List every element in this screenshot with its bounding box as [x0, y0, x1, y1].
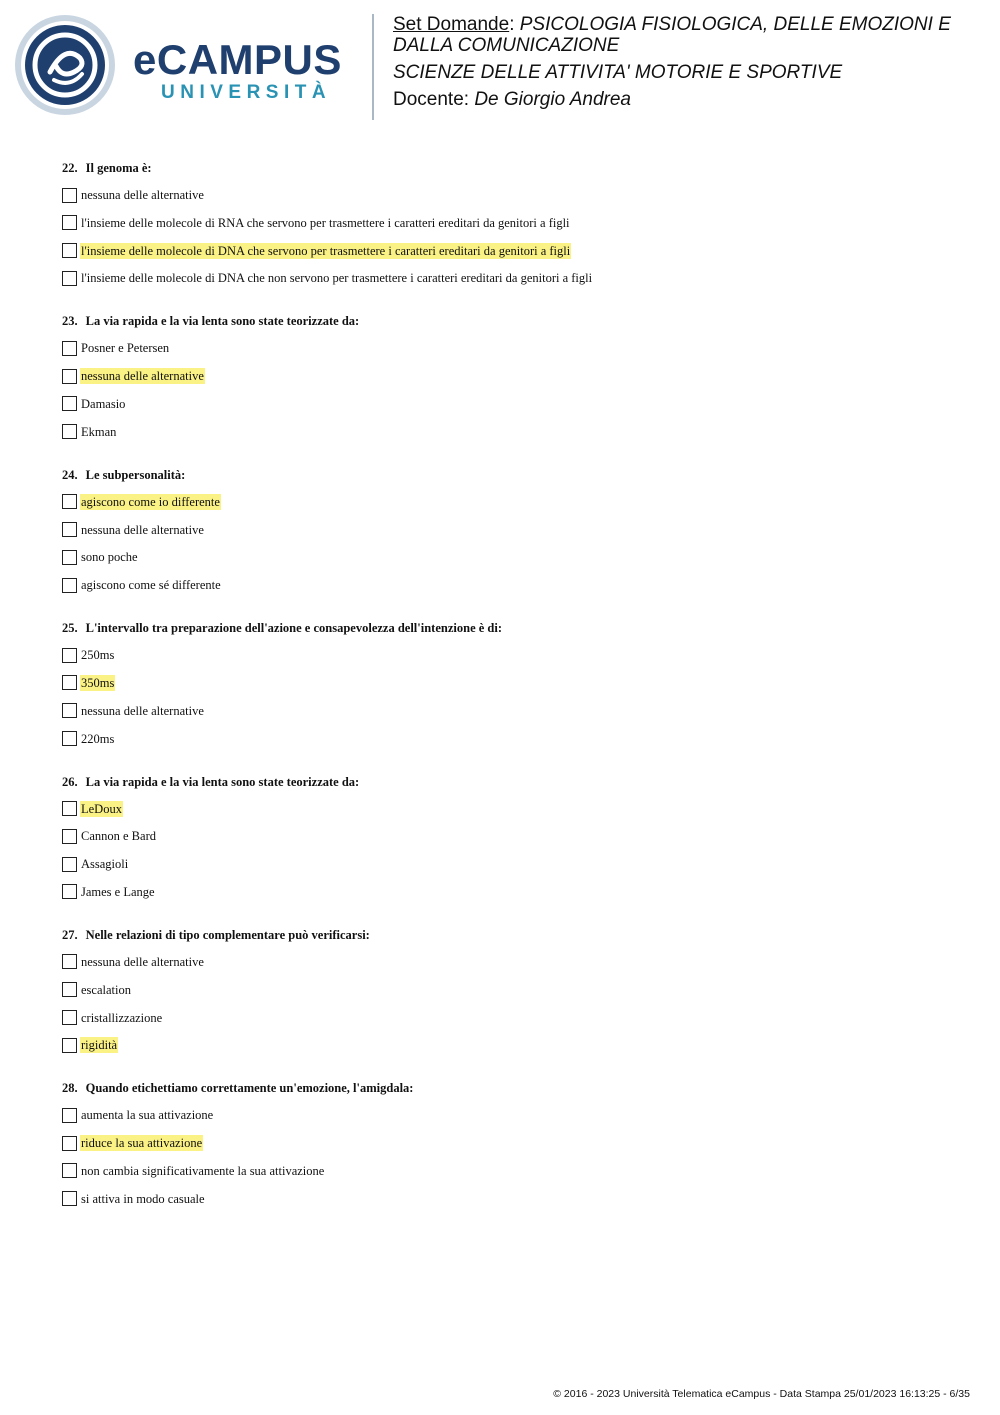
answer-text-highlighted: agiscono come io differente	[81, 494, 220, 509]
answer-option[interactable]	[62, 827, 962, 845]
checkbox[interactable]	[62, 675, 77, 690]
set-title-row	[393, 14, 983, 56]
answer-text: non cambia significativamente la sua attivazione	[81, 1163, 325, 1178]
question-block	[62, 1080, 962, 1207]
question-list	[62, 160, 962, 1234]
answer-text: l'insieme delle molecole di RNA che servono per trasmettere i caratteri ereditari da genitori a figli	[81, 215, 570, 230]
question-title	[62, 467, 962, 483]
checkbox[interactable]	[62, 1163, 77, 1178]
checkbox[interactable]	[62, 829, 77, 844]
answer-option[interactable]	[62, 186, 962, 204]
question-title	[62, 620, 962, 636]
answer-option[interactable]	[62, 1009, 962, 1027]
answer-text: nessuna delle alternative	[81, 522, 204, 537]
answer-text: nessuna delle alternative	[81, 703, 204, 718]
page-footer: © 2016 - 2023 Università Telematica eCampus - Data Stampa 25/01/2023 16:13:25 - 6/35	[553, 1388, 970, 1400]
answer-option[interactable]	[62, 800, 962, 818]
ecampus-logo-emblem-icon	[14, 14, 116, 116]
checkbox[interactable]	[62, 1191, 77, 1206]
question-text: La via rapida e la via lenta sono state teorizzate da:	[85, 314, 360, 329]
answer-text-highlighted: nessuna delle alternative	[81, 369, 204, 384]
checkbox[interactable]	[62, 396, 77, 411]
checkbox[interactable]	[62, 550, 77, 565]
answer-text-highlighted: l'insieme delle molecole di DNA che servono per trasmettere i caratteri ereditari da genitori a figli	[81, 243, 571, 258]
answer-text: cristallizzazione	[81, 1010, 163, 1025]
answer-text: aumenta la sua attivazione	[81, 1108, 214, 1123]
question-text: L'intervallo tra preparazione dell'azione e consapevolezza dell'intenzione è di:	[85, 621, 503, 636]
answer-option[interactable]	[62, 269, 962, 287]
answer-option[interactable]	[62, 855, 962, 873]
question-title	[62, 1080, 962, 1096]
question-text: Il genoma è:	[85, 161, 152, 175]
answer-option[interactable]	[62, 883, 962, 901]
header-divider	[372, 14, 374, 120]
checkbox[interactable]	[62, 215, 77, 230]
question-block	[62, 927, 962, 1054]
set-label: Set Domande	[393, 14, 510, 35]
checkbox[interactable]	[62, 1038, 77, 1053]
answer-option[interactable]	[62, 521, 962, 539]
question-text: Le subpersonalità:	[85, 467, 186, 482]
teacher-label: Docente:	[393, 89, 470, 110]
answer-option[interactable]	[62, 1190, 962, 1208]
question-title	[62, 927, 962, 943]
answer-text: sono poche	[81, 550, 138, 565]
teacher-row	[393, 89, 983, 110]
page-header	[0, 0, 1000, 130]
question-number: 28.	[62, 1081, 78, 1096]
answer-text-highlighted: 350ms	[81, 675, 115, 690]
answer-text: 220ms	[81, 731, 115, 746]
question-text: Quando etichettiamo correttamente un'emozione, l'amigdala:	[85, 1081, 414, 1096]
answer-text: escalation	[81, 982, 131, 997]
question-number: 26.	[62, 774, 78, 789]
checkbox[interactable]	[62, 578, 77, 593]
question-text: Nelle relazioni di tipo complementare può verificarsi:	[85, 927, 370, 942]
answer-option[interactable]	[62, 1134, 962, 1152]
answer-text: Damasio	[81, 396, 126, 411]
question-title	[62, 160, 962, 176]
checkbox[interactable]	[62, 188, 77, 203]
answer-text-highlighted: rigidità	[81, 1038, 118, 1053]
answer-text: 250ms	[81, 648, 115, 663]
answer-text: si attiva in modo casuale	[81, 1191, 205, 1206]
answer-text: Ekman	[81, 424, 117, 439]
answer-option[interactable]	[62, 214, 962, 232]
ecampus-logo-wordmark	[133, 38, 342, 104]
answer-option[interactable]	[62, 548, 962, 566]
question-block	[62, 467, 962, 594]
answer-text: l'insieme delle molecole di DNA che non servono per trasmettere i caratteri ereditari da genitori a figli	[81, 271, 593, 286]
teacher-name: De Giorgio Andrea	[474, 89, 631, 110]
checkbox[interactable]	[62, 369, 77, 384]
answer-option[interactable]	[62, 493, 962, 511]
answer-text: Cannon e Bard	[81, 829, 156, 844]
checkbox[interactable]	[62, 1010, 77, 1025]
answer-option[interactable]	[62, 702, 962, 720]
answer-option[interactable]	[62, 674, 962, 692]
checkbox[interactable]	[62, 954, 77, 969]
question-block	[62, 160, 962, 287]
checkbox[interactable]	[62, 341, 77, 356]
checkbox[interactable]	[62, 243, 77, 258]
checkbox[interactable]	[62, 648, 77, 663]
logo-sub-text: UNIVERSITÀ	[161, 82, 332, 103]
checkbox[interactable]	[62, 982, 77, 997]
answer-option[interactable]	[62, 576, 962, 594]
question-title	[62, 313, 962, 329]
answer-option[interactable]	[62, 1162, 962, 1180]
checkbox[interactable]	[62, 522, 77, 537]
answer-text: Posner e Petersen	[81, 341, 170, 356]
answer-option[interactable]	[62, 339, 962, 357]
checkbox[interactable]	[62, 494, 77, 509]
header-info	[393, 14, 983, 110]
question-number: 23.	[62, 314, 78, 329]
checkbox[interactable]	[62, 271, 77, 286]
answer-text: nessuna delle alternative	[81, 188, 204, 202]
question-block	[62, 313, 962, 440]
answer-option[interactable]	[62, 1106, 962, 1124]
checkbox[interactable]	[62, 1136, 77, 1151]
answer-text-highlighted: LeDoux	[81, 801, 122, 816]
answer-option[interactable]	[62, 953, 962, 971]
course-name: SCIENZE DELLE ATTIVITA' MOTORIE E SPORTIVE	[393, 62, 843, 83]
question-text: La via rapida e la via lenta sono state teorizzate da:	[85, 774, 360, 789]
checkbox[interactable]	[62, 884, 77, 899]
answer-text-highlighted: riduce la sua attivazione	[81, 1136, 203, 1151]
answer-option[interactable]	[62, 395, 962, 413]
checkbox[interactable]	[62, 424, 77, 439]
set-separator: :	[509, 14, 515, 35]
answer-text: nessuna delle alternative	[81, 954, 204, 969]
question-number: 25.	[62, 621, 78, 636]
question-title	[62, 774, 962, 790]
question-number: 24.	[62, 467, 78, 482]
checkbox[interactable]	[62, 857, 77, 872]
answer-option[interactable]	[62, 423, 962, 441]
answer-text: agiscono come sé differente	[81, 578, 221, 593]
answer-option[interactable]	[62, 730, 962, 748]
checkbox[interactable]	[62, 801, 77, 816]
answer-option[interactable]	[62, 242, 962, 260]
question-number: 22.	[62, 161, 78, 175]
answer-text: James e Lange	[81, 884, 155, 899]
answer-option[interactable]	[62, 367, 962, 385]
set-title: PSICOLOGIA FISIOLOGICA, DELLE EMOZIONI E DALLA COMUNICAZIONE	[393, 14, 951, 56]
answer-option[interactable]	[62, 981, 962, 999]
answer-text: Assagioli	[81, 857, 129, 872]
answer-option[interactable]	[62, 1036, 962, 1054]
question-number: 27.	[62, 927, 78, 942]
question-block	[62, 774, 962, 901]
logo-main-text: eCAMPUS	[133, 36, 342, 83]
answer-option[interactable]	[62, 646, 962, 664]
checkbox[interactable]	[62, 1108, 77, 1123]
question-block	[62, 620, 962, 747]
checkbox[interactable]	[62, 703, 77, 718]
checkbox[interactable]	[62, 731, 77, 746]
